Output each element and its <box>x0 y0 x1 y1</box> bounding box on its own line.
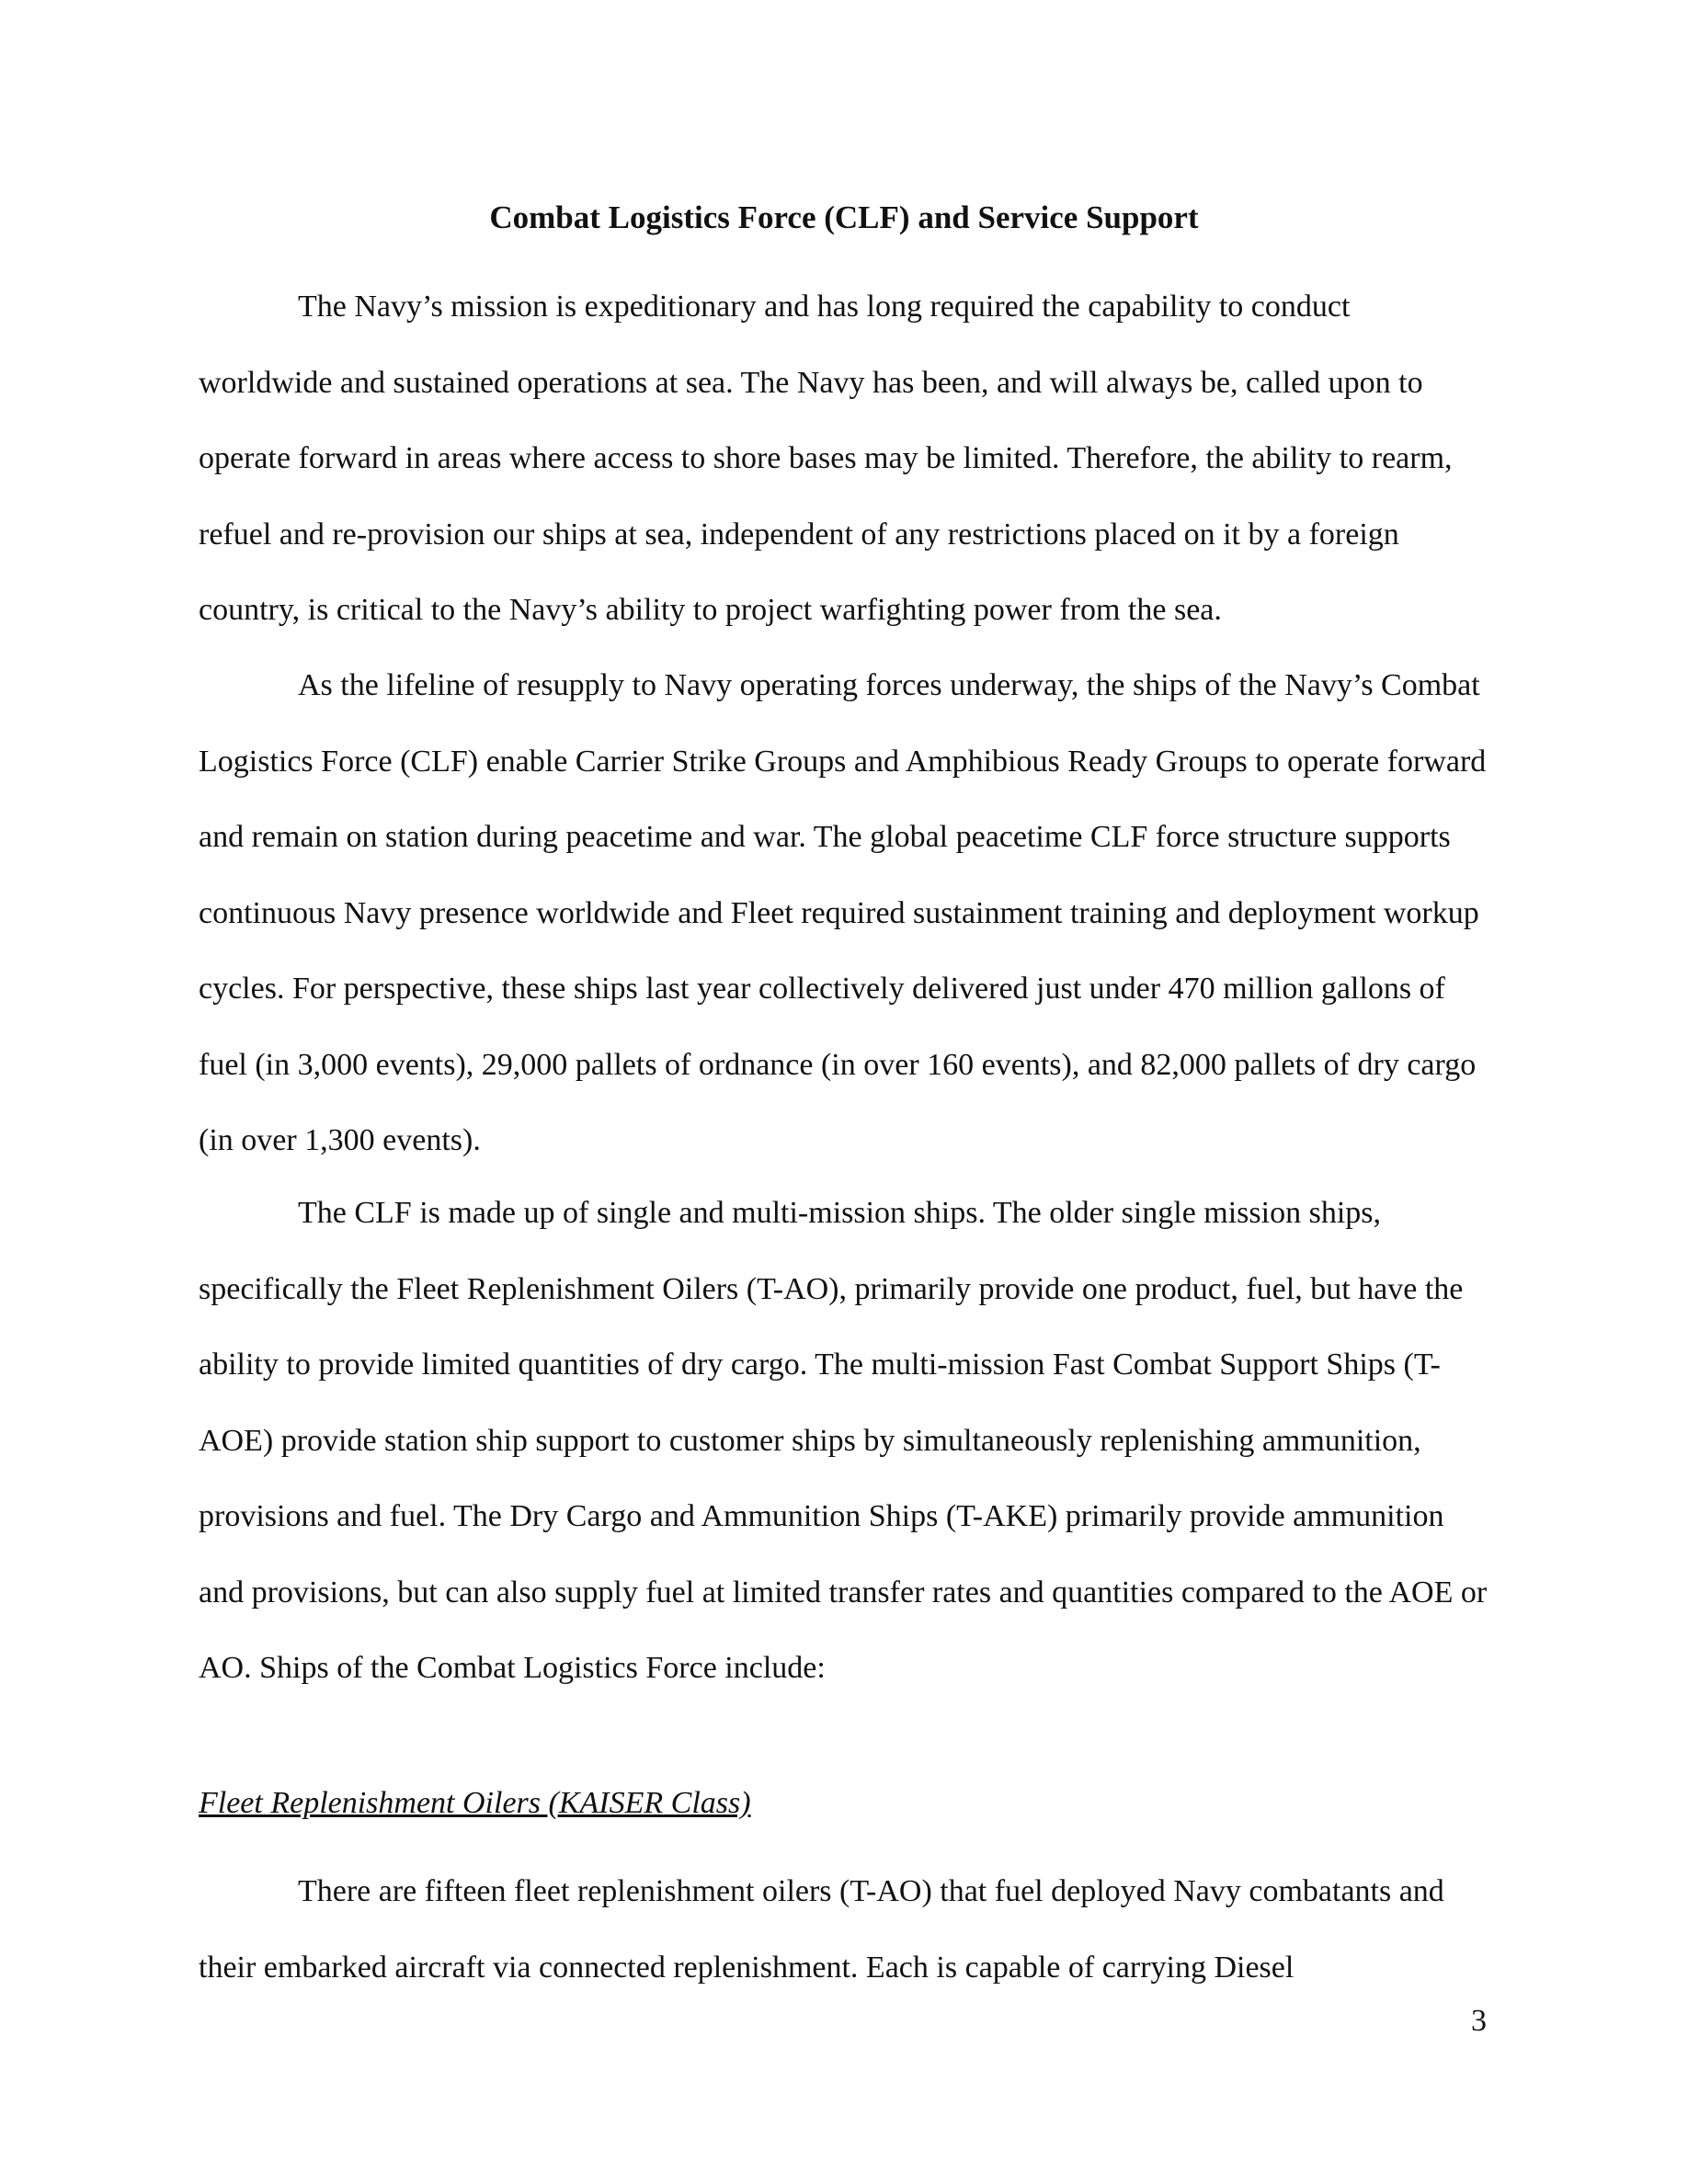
paragraph-fleet-oilers: There are fifteen fleet replenishment oilers (T-AO) that fuel deployed Navy combatants and their embarked aircraft via connected replenishment. Each is capable of carrying Diesel <box>199 1874 1444 1985</box>
section-title: Combat Logistics Force (CLF) and Service Support <box>489 199 1199 235</box>
subheading-fleet-oilers: Fleet Replenishment Oilers (KAISER Class) <box>199 1786 751 1820</box>
paragraph-clf-ships: The CLF is made up of single and multi-mission ships. The older single mission ships, specifically the Fleet Replenishment Oilers (T-AO), primarily provide one product, fuel, but have the ability to provide limited quantities of dry cargo. The multi-mission Fast Combat Support Ships (T-AOE) provide station ship support to customer ships by simultaneously replenishing ammunition, provisions and fuel. The Dry Cargo and Ammunition Ships (T-AKE) primarily provide ammunition and provisions, but can also supply fuel at limited transfer rates and quantities compared to the AOE or AO. Ships of the Combat Logistics Force include: <box>199 1196 1488 1685</box>
paragraph-navy-mission: The Navy’s mission is expeditionary and has long required the capability to conduct worldwide and sustained operations at sea. The Navy has been, and will always be, called upon to operate forward in areas where access to shore bases may be limited. Therefore, the ability to rearm, refuel and re-provision our ships at sea, independent of any restrictions placed on it by a foreign country, is critical to the Navy’s ability to project warfighting power from the sea. <box>199 290 1453 627</box>
page-number: 3 <box>1471 2004 1487 2038</box>
paragraph-clf-lifeline: As the lifeline of resupply to Navy operating forces underway, the ships of the Navy’s Combat Logistics Force (CLF) enable Carrier Strike Groups and Amphibious Ready Groups to operate forward and remain on station during peacetime and war. The global peacetime CLF force structure supports continuous Navy presence worldwide and Fleet required sustainment training and deployment workup cycles. For perspective, these ships last year collectively delivered just under 470 million gallons of fuel (in 3,000 events), 29,000 pallets of ordnance (in over 160 events), and 82,000 pallets of dry cargo (in over 1,300 events). <box>199 668 1487 1157</box>
